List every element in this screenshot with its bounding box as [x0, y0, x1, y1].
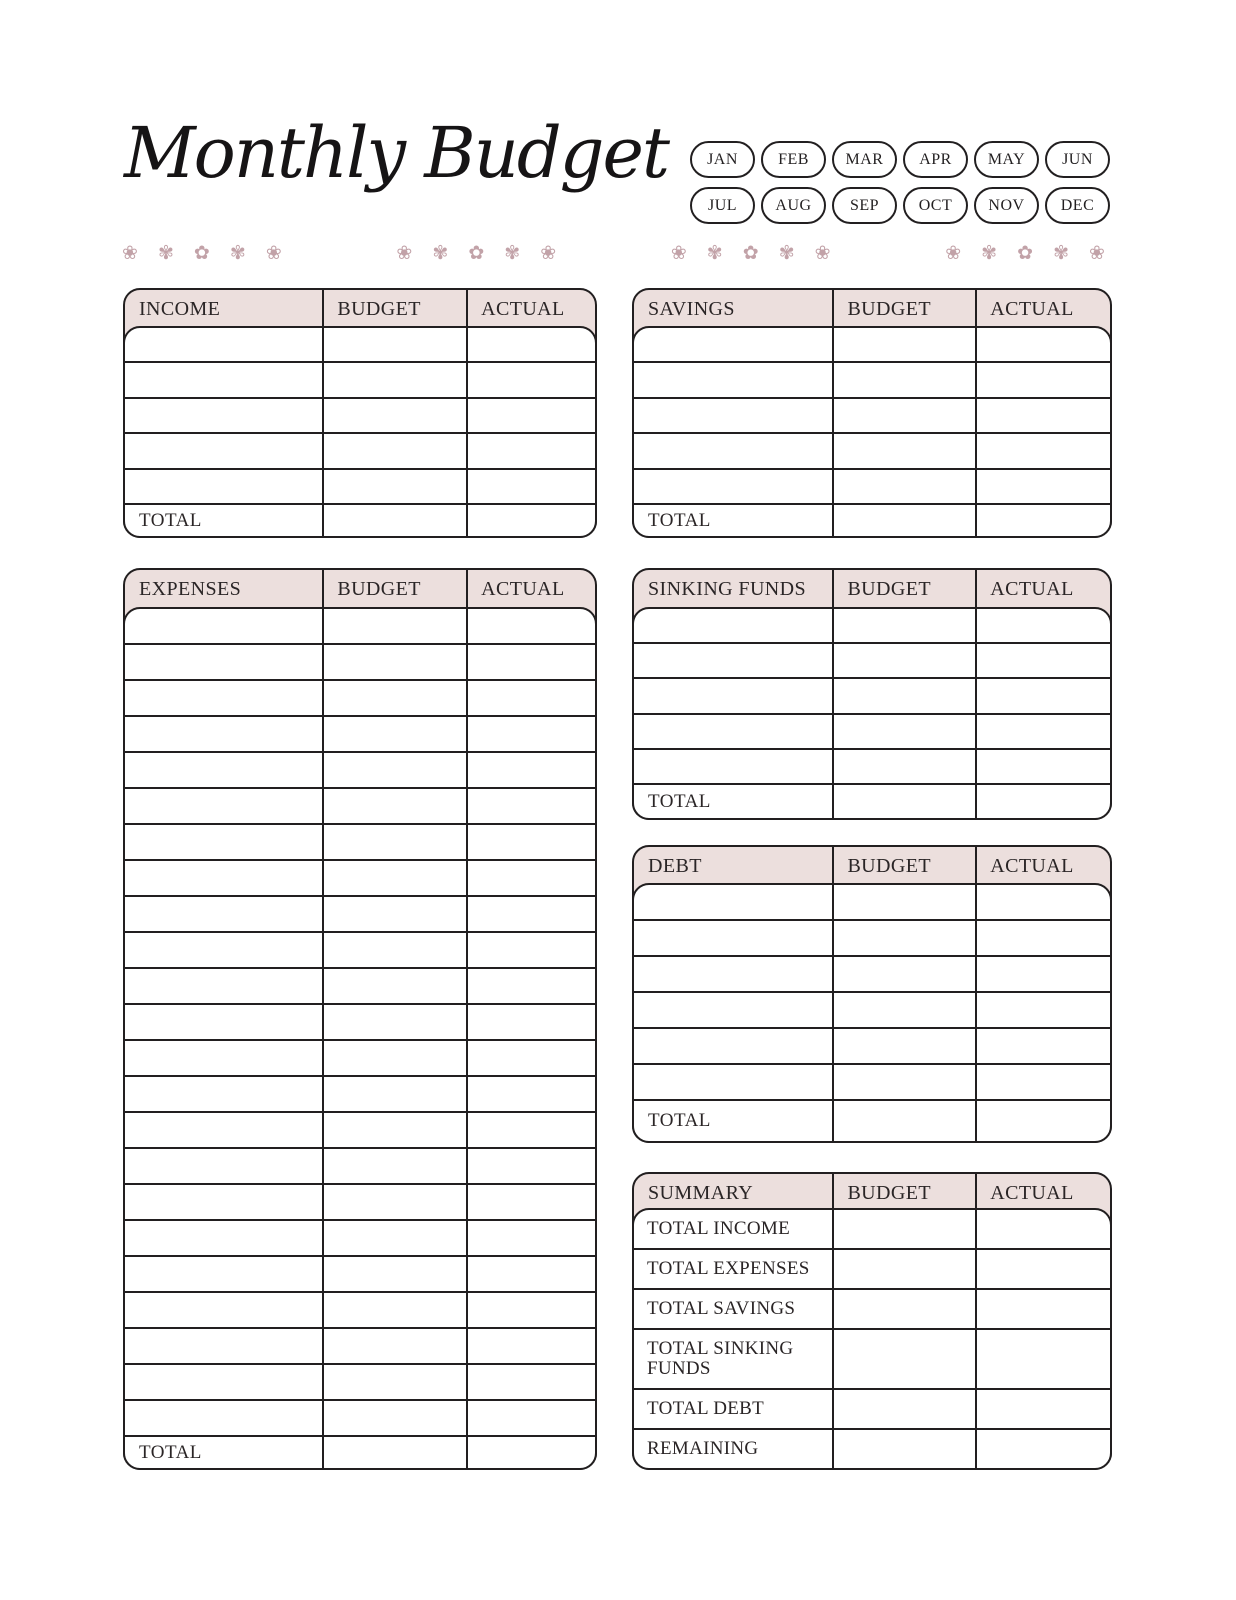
- income-table-body: [123, 326, 597, 538]
- column-divider: [322, 290, 324, 536]
- table-row[interactable]: [125, 609, 595, 645]
- summary-table: [632, 1172, 1112, 1470]
- month-pill-apr[interactable]: APR: [903, 141, 968, 178]
- table-row[interactable]: [125, 969, 595, 1005]
- summary-row-label: TOTAL DEBT: [647, 1397, 765, 1419]
- column-divider: [975, 290, 977, 536]
- month-pill-may[interactable]: MAY: [974, 141, 1039, 178]
- savings-rows: [634, 328, 1110, 505]
- column-divider: [975, 847, 977, 1141]
- summary-row-label: TOTAL SINKING FUNDS: [647, 1337, 794, 1379]
- summary-row-total-savings[interactable]: [634, 1290, 1110, 1330]
- table-row[interactable]: [634, 957, 1110, 993]
- income-actual-header: ACTUAL: [481, 297, 565, 320]
- table-row[interactable]: [125, 861, 595, 897]
- floral-ornament-icon: ❀ ✾ ✿ ✾ ❀: [945, 242, 1112, 264]
- summary-row-label: TOTAL EXPENSES: [647, 1257, 810, 1279]
- expenses-budget-header: BUDGET: [337, 577, 421, 600]
- income-table-header: [125, 290, 595, 328]
- savings-total-label: TOTAL: [648, 509, 711, 531]
- table-row[interactable]: [125, 1401, 595, 1437]
- column-divider: [832, 290, 834, 536]
- sinking-funds-header-label: SINKING FUNDS: [648, 577, 806, 600]
- expenses-table-header: [125, 570, 595, 608]
- table-row[interactable]: [125, 1185, 595, 1221]
- debt-actual-header: ACTUAL: [990, 854, 1074, 877]
- debt-rows: [634, 885, 1110, 1101]
- table-row[interactable]: [125, 328, 595, 363]
- summary-row-label: REMAINING: [647, 1437, 759, 1459]
- table-row[interactable]: [125, 1077, 595, 1113]
- month-pill-jul[interactable]: JUL: [690, 187, 755, 224]
- sinking-funds-total-label: TOTAL: [648, 790, 711, 812]
- month-pill-jun[interactable]: JUN: [1045, 141, 1110, 178]
- expenses-actual-header: ACTUAL: [481, 577, 565, 600]
- table-row[interactable]: [634, 885, 1110, 921]
- income-rows: [125, 328, 595, 505]
- month-selector: [690, 141, 1114, 224]
- page-title: Monthly Budget: [124, 112, 668, 194]
- table-row[interactable]: [125, 1293, 595, 1329]
- debt-table-header: [634, 847, 1110, 885]
- table-row[interactable]: [125, 1041, 595, 1077]
- income-table: [123, 288, 597, 538]
- column-divider: [832, 570, 834, 818]
- month-pill-jan[interactable]: JAN: [690, 141, 755, 178]
- summary-row-label: TOTAL INCOME: [647, 1217, 790, 1239]
- debt-table: [632, 845, 1112, 1143]
- sinking-funds-actual-header: ACTUAL: [990, 577, 1074, 600]
- sinking-funds-table-body: [632, 607, 1112, 820]
- floral-ornament-icon: ❀ ✾ ✿ ✾ ❀: [122, 242, 289, 264]
- table-row[interactable]: [125, 1113, 595, 1149]
- floral-divider: [122, 234, 1112, 272]
- debt-budget-header: BUDGET: [847, 854, 931, 877]
- table-row[interactable]: [634, 363, 1110, 398]
- savings-budget-header: BUDGET: [847, 297, 931, 320]
- floral-ornament-icon: ❀ ✾ ✿ ✾ ❀: [396, 242, 564, 264]
- table-row[interactable]: [125, 363, 595, 398]
- summary-table-body: [632, 1208, 1112, 1470]
- sinking-funds-table: [632, 568, 1112, 820]
- debt-total-label: TOTAL: [648, 1110, 711, 1131]
- table-row[interactable]: [634, 434, 1110, 469]
- column-divider: [832, 847, 834, 1141]
- expenses-table: [123, 568, 597, 1470]
- column-divider: [466, 290, 468, 536]
- income-header-label: INCOME: [139, 297, 221, 320]
- month-pill-oct[interactable]: OCT: [903, 187, 968, 224]
- table-row[interactable]: [125, 1221, 595, 1257]
- savings-table-body: [632, 326, 1112, 538]
- expenses-total-label: TOTAL: [139, 1441, 202, 1463]
- table-row[interactable]: [634, 1065, 1110, 1101]
- table-row[interactable]: [634, 644, 1110, 679]
- table-row[interactable]: [634, 993, 1110, 1029]
- table-row[interactable]: [125, 1005, 595, 1041]
- column-divider: [322, 570, 324, 1468]
- month-pill-feb[interactable]: FEB: [761, 141, 826, 178]
- summary-table-header: [634, 1174, 1110, 1212]
- sinking-funds-table-header: [634, 570, 1110, 608]
- debt-table-body: [632, 883, 1112, 1143]
- table-row[interactable]: [125, 681, 595, 717]
- sinking-funds-rows: [634, 609, 1110, 785]
- month-pill-mar[interactable]: MAR: [832, 141, 897, 178]
- table-row[interactable]: [634, 399, 1110, 434]
- savings-header-label: SAVINGS: [648, 297, 735, 320]
- table-row[interactable]: [125, 1257, 595, 1293]
- summary-row-total-sinking-funds[interactable]: [634, 1330, 1110, 1390]
- month-pill-aug[interactable]: AUG: [761, 187, 826, 224]
- column-divider: [975, 570, 977, 818]
- income-budget-header: BUDGET: [337, 297, 421, 320]
- table-row[interactable]: [634, 1029, 1110, 1065]
- month-pill-nov[interactable]: NOV: [974, 187, 1039, 224]
- floral-ornament-icon: ❀ ✾ ✿ ✾ ❀: [670, 242, 838, 264]
- column-divider: [466, 570, 468, 1468]
- table-row[interactable]: [125, 1365, 595, 1401]
- column-divider: [832, 1174, 834, 1468]
- expenses-total-row[interactable]: [125, 1437, 595, 1468]
- expenses-table-body: [123, 607, 597, 1470]
- table-row[interactable]: [634, 921, 1110, 957]
- table-row[interactable]: [125, 645, 595, 681]
- table-row[interactable]: [125, 933, 595, 969]
- debt-header-label: DEBT: [648, 854, 702, 877]
- table-row[interactable]: [634, 679, 1110, 714]
- table-row[interactable]: [125, 789, 595, 825]
- table-row[interactable]: [634, 750, 1110, 785]
- savings-table-header: [634, 290, 1110, 328]
- month-pill-dec[interactable]: DEC: [1045, 187, 1110, 224]
- table-row[interactable]: [634, 470, 1110, 505]
- savings-table: [632, 288, 1112, 538]
- table-row[interactable]: [125, 470, 595, 505]
- table-row[interactable]: [125, 717, 595, 753]
- sinking-funds-total-row[interactable]: [634, 785, 1110, 818]
- column-divider: [975, 1174, 977, 1468]
- table-row[interactable]: [125, 399, 595, 434]
- summary-budget-header: BUDGET: [847, 1181, 931, 1204]
- table-row[interactable]: [125, 1329, 595, 1365]
- summary-row-total-expenses[interactable]: [634, 1250, 1110, 1290]
- summary-row-total-income[interactable]: [634, 1210, 1110, 1250]
- summary-actual-header: ACTUAL: [990, 1181, 1074, 1204]
- summary-row-label: TOTAL SAVINGS: [647, 1297, 796, 1319]
- expenses-header-label: EXPENSES: [139, 577, 242, 600]
- table-row[interactable]: [634, 328, 1110, 363]
- table-row[interactable]: [125, 753, 595, 789]
- table-row[interactable]: [125, 1149, 595, 1185]
- table-row[interactable]: [125, 825, 595, 861]
- savings-actual-header: ACTUAL: [990, 297, 1074, 320]
- income-total-label: TOTAL: [139, 509, 202, 531]
- savings-total-row[interactable]: [634, 505, 1110, 536]
- table-row[interactable]: [125, 434, 595, 469]
- debt-total-row[interactable]: [634, 1101, 1110, 1141]
- income-total-row[interactable]: [125, 505, 595, 536]
- sinking-funds-budget-header: BUDGET: [847, 577, 931, 600]
- table-row[interactable]: [125, 897, 595, 933]
- table-row[interactable]: [634, 609, 1110, 644]
- summary-header-label: SUMMARY: [648, 1181, 754, 1204]
- summary-row-remaining[interactable]: [634, 1430, 1110, 1468]
- table-row[interactable]: [634, 715, 1110, 750]
- expenses-rows: [125, 609, 595, 1437]
- month-pill-sep[interactable]: SEP: [832, 187, 897, 224]
- summary-row-total-debt[interactable]: [634, 1390, 1110, 1430]
